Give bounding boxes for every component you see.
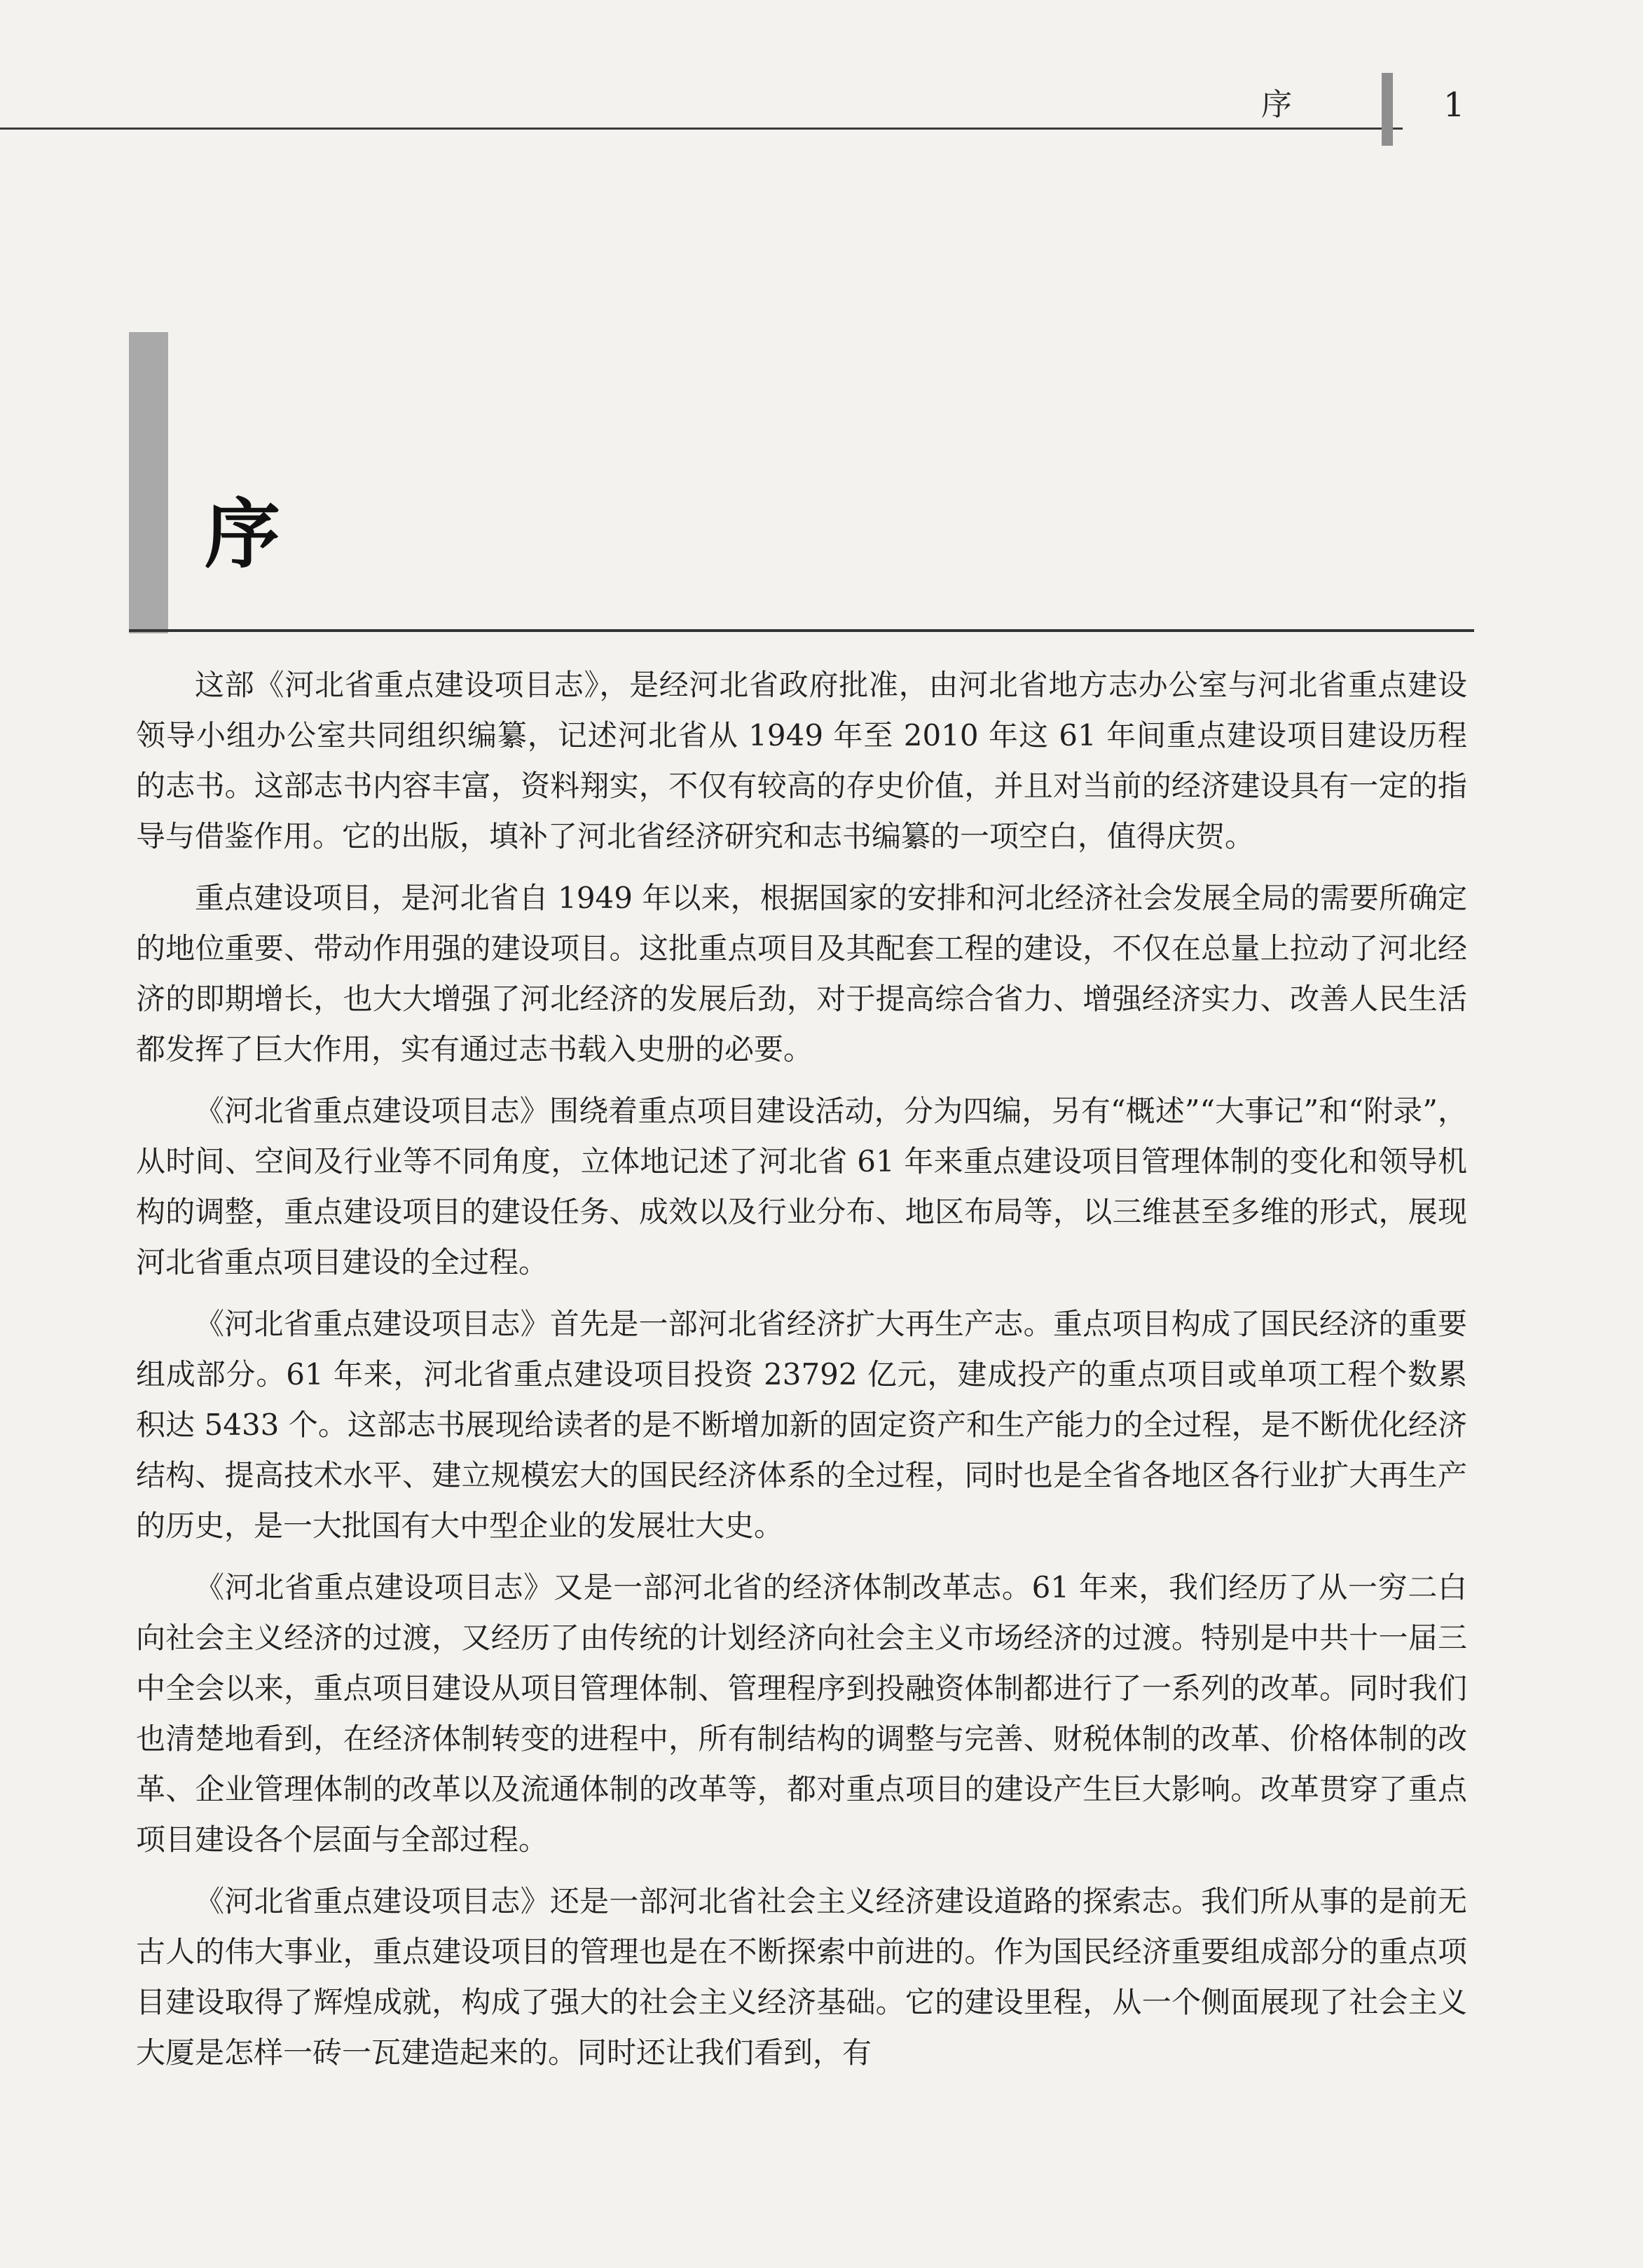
- paragraph-5: 《河北省重点建设项目志》又是一部河北省的经济体制改革志。61 年来，我们经历了从一穷二白向社会主义经济的过渡，又经历了由传统的计划经济向社会主义市场经济的过渡。特别是中共十一届三中全会以来，重点项目建设从项目管理体制、管理程序到投融资体制都进行了一系列的改革。同时我们也清楚地看到，在经济体制转变的进程中，所有制结构的调整与完善、财税体制的改革、价格体制的改革、企业管理体制的改革以及流通体制的改革等，都对重点项目的建设产生巨大影响。改革贯穿了重点项目建设各个层面与全部过程。: [136, 1570, 1467, 1857]
- chapter-title-block: [129, 332, 1474, 633]
- paragraph-1: 这部《河北省重点建设项目志》，是经河北省政府批准，由河北省地方志办公室与河北省重点建设领导小组办公室共同组织编纂，记述河北省从 1949 年至 2010 年这 61 年间重点建设项目建设历程的志书。这部志书内容丰富，资料翔实，不仅有较高的存史价值，并且对当前的经济建设具有一定的指导与借鉴作用。它的出版，填补了河北省经济研究和志书编纂的一项空白，值得庆贺。: [136, 668, 1467, 853]
- paragraph-3: 《河北省重点建设项目志》围绕着重点项目建设活动，分为四编，另有“概述”“大事记”和“附录”，从时间、空间及行业等不同角度，立体地记述了河北省 61 年来重点建设项目管理体制的变化和领导机构的调整，重点建设项目的建设任务、成效以及行业分布、地区布局等，以三维甚至多维的形式，展现河北省重点项目建设的全过程。: [136, 1094, 1467, 1279]
- page-number: 1: [1443, 85, 1465, 125]
- paragraph-2: 重点建设项目，是河北省自 1949 年以来，根据国家的安排和河北经济社会发展全局的需要所确定的地位重要、带动作用强的建设项目。这批重点项目及其配套工程的建设，不仅在总量上拉动了河北经济的即期增长，也大大增强了河北经济的发展后劲，对于提高综合省力、增强经济实力、改善人民生活都发挥了巨大作用，实有通过志书载入史册的必要。: [136, 881, 1467, 1066]
- header-divider-bar: [1382, 73, 1393, 146]
- preface-body: [136, 660, 1467, 2089]
- paragraph-4: 《河北省重点建设项目志》首先是一部河北省经济扩大再生产志。重点项目构成了国民经济的重要组成部分。61 年来，河北省重点建设项目投资 23792 亿元，建成投产的重点项目或单项工程个数累积达 5433 个。这部志书展现给读者的是不断增加新的固定资产和生产能力的全过程，是不断优化经济结构、提高技术水平、建立规模宏大的国民经济体系的全过程，同时也是全省各地区各行业扩大再生产的历史，是一大批国有大中型企业的发展壮大史。: [136, 1307, 1467, 1543]
- title-accent-bar: [129, 332, 168, 633]
- running-header-section: 序: [1261, 87, 1292, 123]
- header-rule: [0, 128, 1403, 130]
- title-underline: [129, 629, 1474, 632]
- paragraph-6: 《河北省重点建设项目志》还是一部河北省社会主义经济建设道路的探索志。我们所从事的是前无古人的伟大事业，重点建设项目的管理也是在不断探索中前进的。作为国民经济重要组成部分的重点项目建设取得了辉煌成就，构成了强大的社会主义经济基础。它的建设里程，从一个侧面展现了社会主义大厦是怎样一砖一瓦建造起来的。同时还让我们看到，有: [136, 1884, 1467, 2070]
- chapter-title: 序: [205, 491, 281, 579]
